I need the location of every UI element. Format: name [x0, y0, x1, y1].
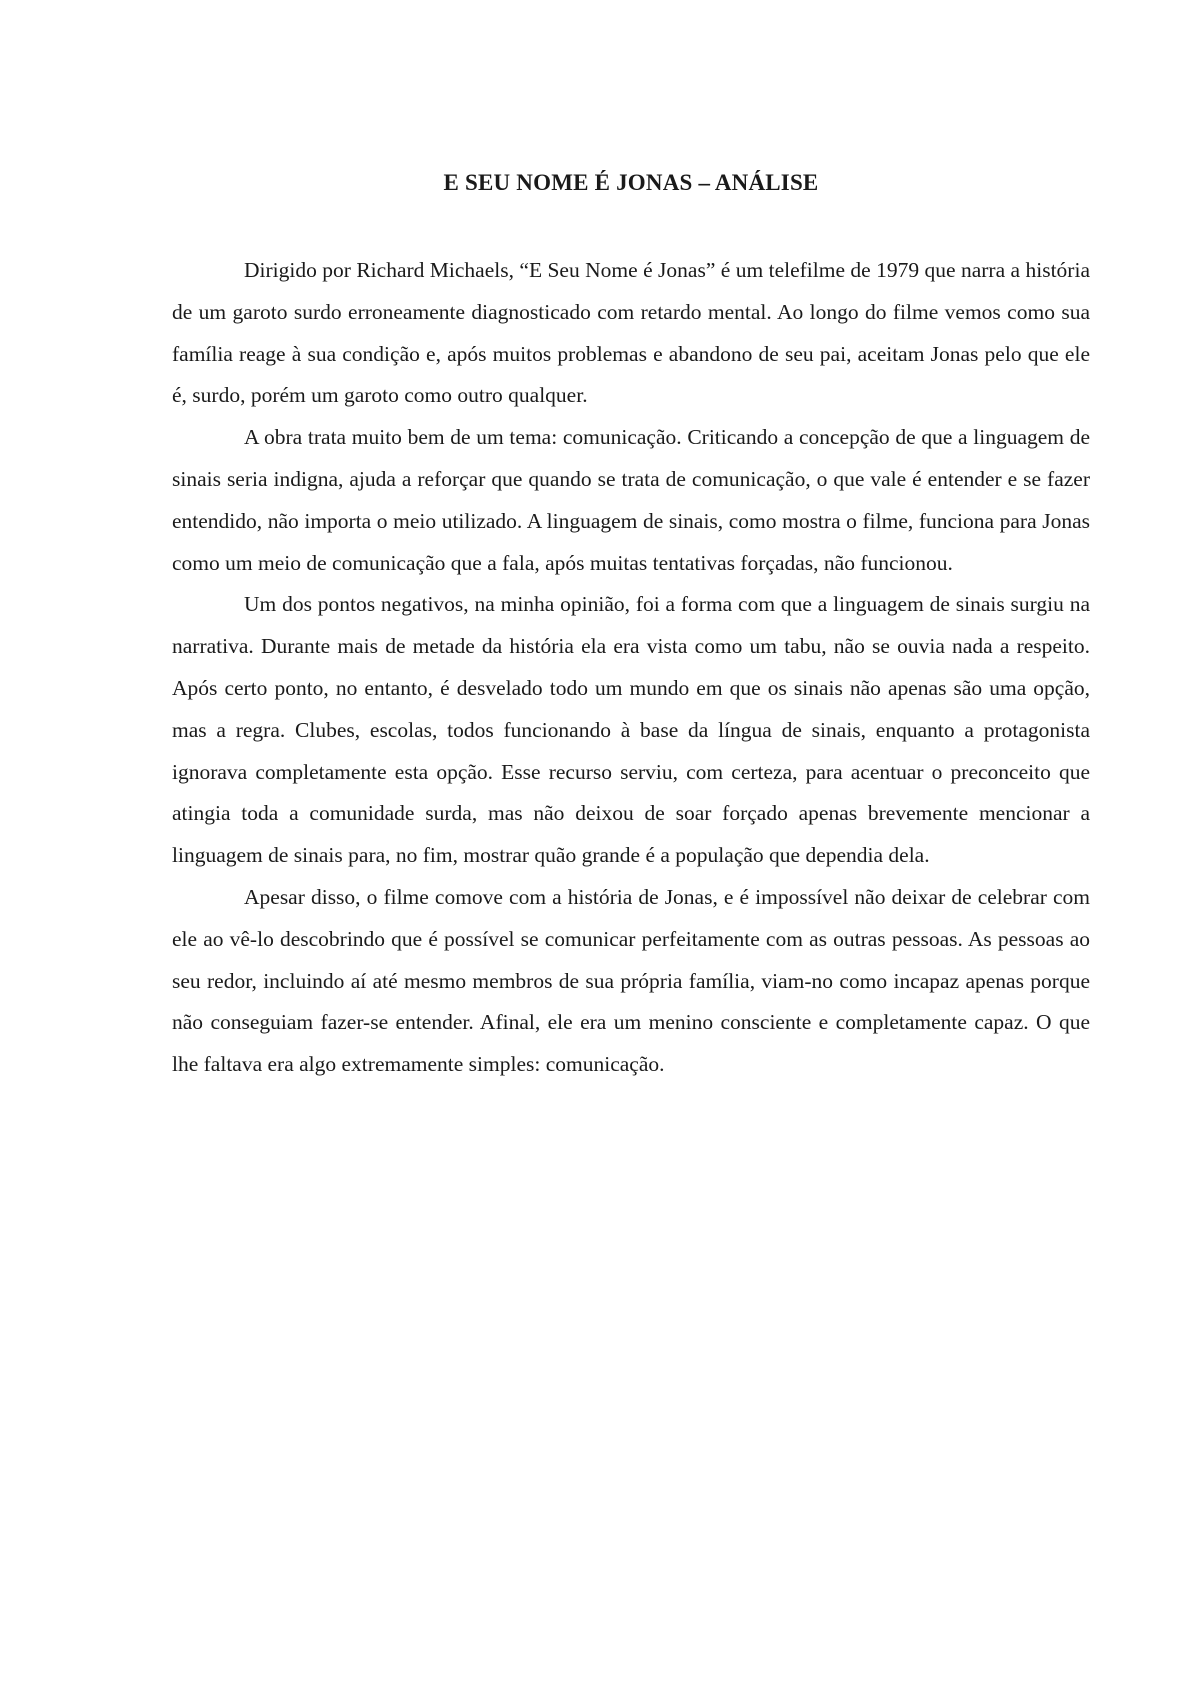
paragraph-1: Dirigido por Richard Michaels, “E Seu Nome é Jonas” é um telefilme de 1979 que narra a história de um garoto surdo erroneamente diagnosticado com retardo mental. Ao longo do filme vemos como sua família reage à sua condição e, após muitos problemas e abandono de seu pai, aceitam Jonas pelo que ele é, surdo, porém um garoto como outro qualquer.: [172, 258, 1090, 408]
paragraph-2: A obra trata muito bem de um tema: comunicação. Criticando a concepção de que a linguagem de sinais seria indigna, ajuda a reforçar que quando se trata de comunicação, o que vale é entender e se fazer entendido, não importa o meio utilizado. A linguagem de sinais, como mostra o filme, funciona para Jonas como um meio de comunicação que a fala, após muitas tentativas forçadas, não funcionou.: [172, 425, 1090, 575]
document-content: [172, 168, 1090, 1086]
document-body: [172, 250, 1090, 1086]
document-title: E SEU NOME É JONAS – ANÁLISE: [443, 170, 819, 195]
paragraph-4: Apesar disso, o filme comove com a história de Jonas, e é impossível não deixar de celebrar com ele ao vê-lo descobrindo que é possível se comunicar perfeitamente com as outras pessoas. As pessoas ao seu redor, incluindo aí até mesmo membros de sua própria família, viam-no como incapaz apenas porque não conseguiam fazer-se entender. Afinal, ele era um menino consciente e completamente capaz. O que lhe faltava era algo extremamente simples: comunicação.: [172, 884, 1090, 1077]
paragraph-3: Um dos pontos negativos, na minha opinião, foi a forma com que a linguagem de sinais surgiu na narrativa. Durante mais de metade da história ela era vista como um tabu, não se ouvia nada a respeito. Após certo ponto, no entanto, é desvelado todo um mundo em que os sinais não apenas são uma opção, mas a regra. Clubes, escolas, todos funcionando à base da língua de sinais, enquanto a protagonista ignorava completamente esta opção. Esse recurso serviu, com certeza, para acentuar o preconceito que atingia toda a comunidade surda, mas não deixou de soar forçado apenas brevemente mencionar a linguagem de sinais para, no fim, mostrar quão grande é a população que dependia dela.: [172, 592, 1090, 868]
